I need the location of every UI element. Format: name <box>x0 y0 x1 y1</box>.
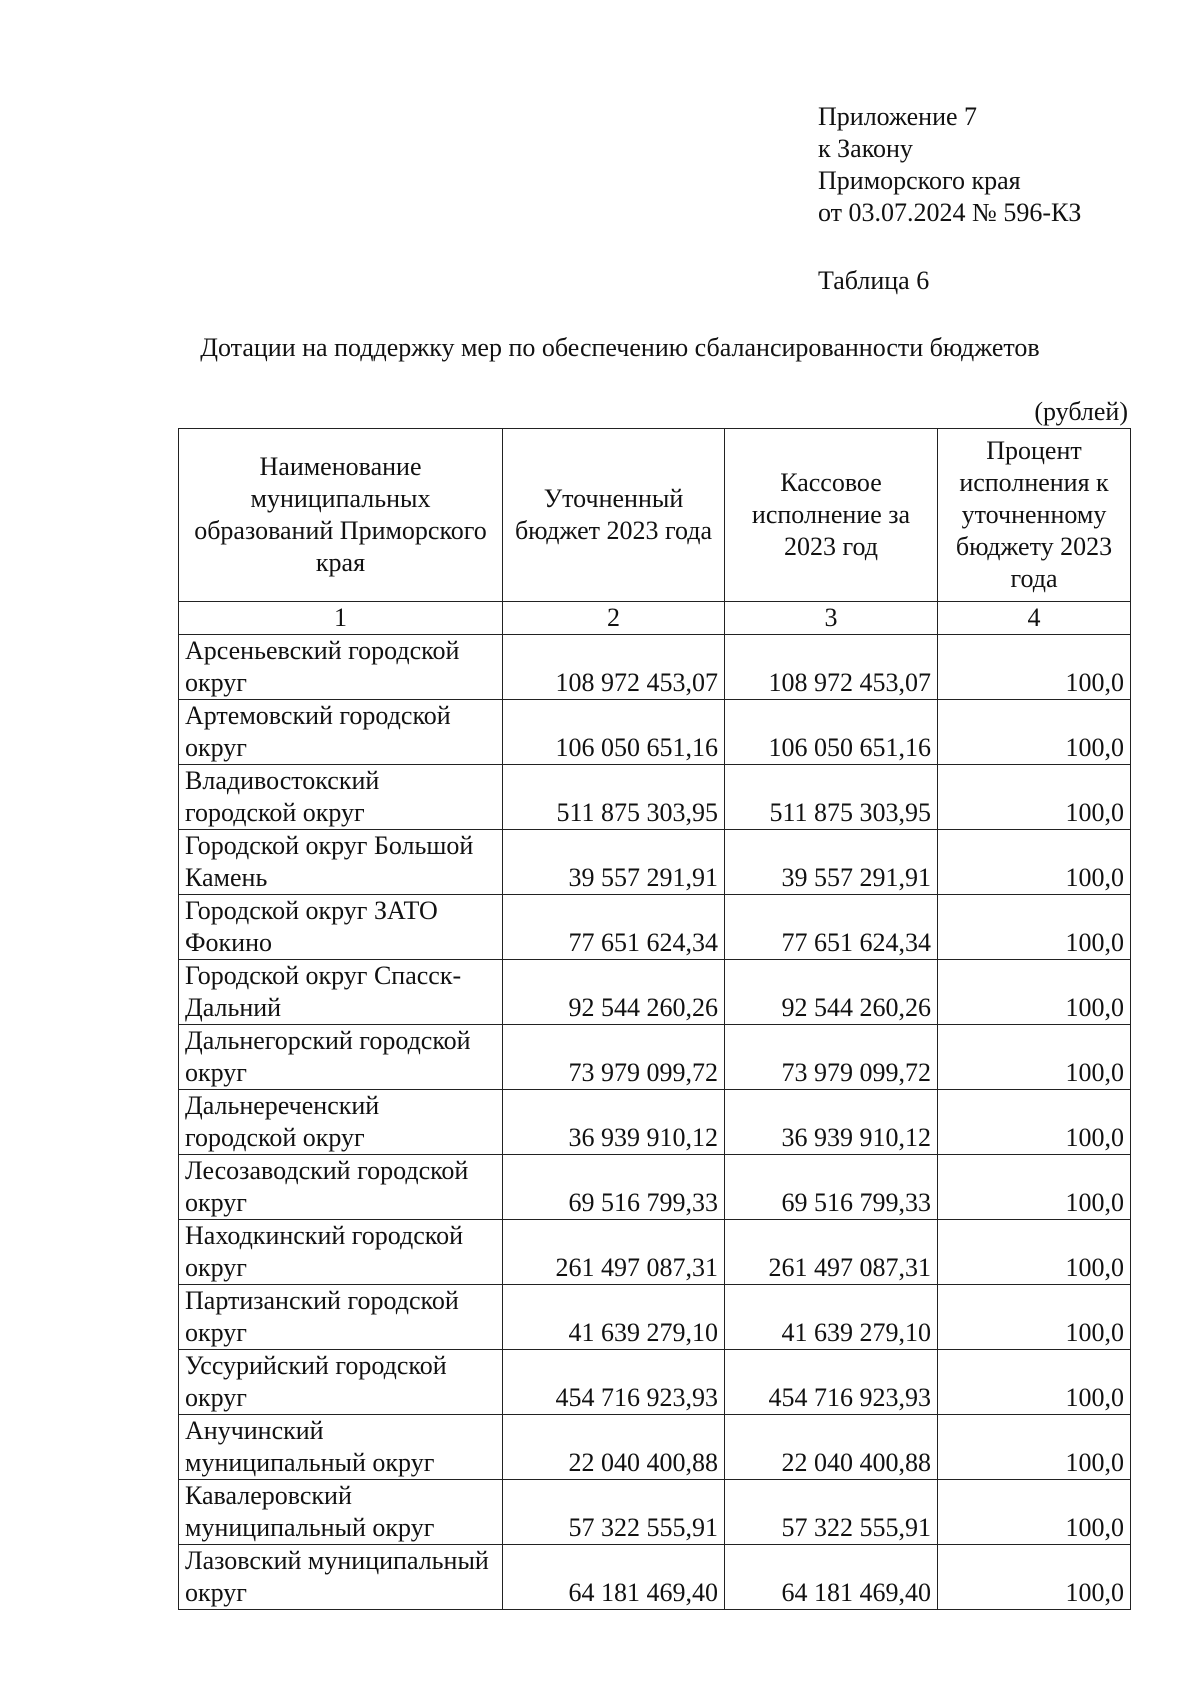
table-row <box>179 1285 1131 1350</box>
percent-cell: 100,0 <box>938 895 1131 960</box>
municipality-name-cell: Дальнегорский городской округ <box>179 1025 503 1090</box>
table-body <box>179 635 1131 1610</box>
budget-cell: 69 516 799,33 <box>503 1155 725 1220</box>
municipality-name-cell: Партизанский городской округ <box>179 1285 503 1350</box>
execution-cell: 69 516 799,33 <box>725 1155 938 1220</box>
budget-cell: 22 040 400,88 <box>503 1415 725 1480</box>
table-row <box>179 1480 1131 1545</box>
units-label: (рублей) <box>1034 397 1128 426</box>
budget-cell: 106 050 651,16 <box>503 700 725 765</box>
table-row <box>179 635 1131 700</box>
execution-cell: 261 497 087,31 <box>725 1220 938 1285</box>
percent-cell: 100,0 <box>938 765 1131 830</box>
table-header-row <box>179 429 1131 602</box>
execution-cell: 39 557 291,91 <box>725 830 938 895</box>
table-row <box>179 1090 1131 1155</box>
column-header-execution: Кассовое исполнение за 2023 год <box>725 429 938 602</box>
execution-cell: 454 716 923,93 <box>725 1350 938 1415</box>
execution-cell: 64 181 469,40 <box>725 1545 938 1610</box>
execution-cell: 41 639 279,10 <box>725 1285 938 1350</box>
percent-cell: 100,0 <box>938 1155 1131 1220</box>
table-row <box>179 1220 1131 1285</box>
execution-cell: 92 544 260,26 <box>725 960 938 1025</box>
budget-cell: 77 651 624,34 <box>503 895 725 960</box>
municipality-name-cell: Лесозаводский городской округ <box>179 1155 503 1220</box>
appendix-line: от 03.07.2024 № 596-КЗ <box>818 198 1082 227</box>
execution-cell: 73 979 099,72 <box>725 1025 938 1090</box>
percent-cell: 100,0 <box>938 635 1131 700</box>
municipality-name-cell: Кавалеровский муниципальный округ <box>179 1480 503 1545</box>
subsidies-table <box>178 428 1131 1610</box>
table-row <box>179 1350 1131 1415</box>
municipality-name-cell: Анучинский муниципальный округ <box>179 1415 503 1480</box>
municipality-name-cell: Городской округ ЗАТО Фокино <box>179 895 503 960</box>
execution-cell: 36 939 910,12 <box>725 1090 938 1155</box>
percent-cell: 100,0 <box>938 1350 1131 1415</box>
budget-cell: 73 979 099,72 <box>503 1025 725 1090</box>
municipality-name-cell: Артемовский городской округ <box>179 700 503 765</box>
table-row <box>179 830 1131 895</box>
municipality-name-cell: Городской округ Спасск-Дальний <box>179 960 503 1025</box>
column-header-percent: Процент исполнения к уточненному бюджету 2023 года <box>938 429 1131 602</box>
budget-cell: 36 939 910,12 <box>503 1090 725 1155</box>
column-number: 4 <box>938 602 1131 635</box>
budget-cell: 108 972 453,07 <box>503 635 725 700</box>
percent-cell: 100,0 <box>938 830 1131 895</box>
percent-cell: 100,0 <box>938 700 1131 765</box>
municipality-name-cell: Дальнереченский городской округ <box>179 1090 503 1155</box>
percent-cell: 100,0 <box>938 1480 1131 1545</box>
municipality-name-cell: Городской округ Большой Камень <box>179 830 503 895</box>
document-title: Дотации на поддержку мер по обеспечению сбалансированности бюджетов <box>200 333 1040 362</box>
appendix-note <box>818 101 1081 229</box>
execution-cell: 77 651 624,34 <box>725 895 938 960</box>
percent-cell: 100,0 <box>938 1285 1131 1350</box>
municipality-name-cell: Арсеньевский городской округ <box>179 635 503 700</box>
execution-cell: 22 040 400,88 <box>725 1415 938 1480</box>
column-header-budget: Уточненный бюджет 2023 года <box>503 429 725 602</box>
table-row <box>179 1415 1131 1480</box>
table-row <box>179 895 1131 960</box>
execution-cell: 106 050 651,16 <box>725 700 938 765</box>
municipality-name-cell: Находкинский городской округ <box>179 1220 503 1285</box>
column-number: 2 <box>503 602 725 635</box>
appendix-line: Приложение 7 <box>818 102 978 131</box>
percent-cell: 100,0 <box>938 1220 1131 1285</box>
percent-cell: 100,0 <box>938 1090 1131 1155</box>
percent-cell: 100,0 <box>938 1025 1131 1090</box>
municipality-name-cell: Владивостокский городской округ <box>179 765 503 830</box>
municipality-name-cell: Лазовский муниципальный округ <box>179 1545 503 1610</box>
percent-cell: 100,0 <box>938 960 1131 1025</box>
budget-cell: 511 875 303,95 <box>503 765 725 830</box>
column-number: 1 <box>179 602 503 635</box>
table-row <box>179 1545 1131 1610</box>
column-header-name: Наименование муниципальных образований Приморского края <box>179 429 503 602</box>
column-numbers-row <box>179 602 1131 635</box>
budget-cell: 454 716 923,93 <box>503 1350 725 1415</box>
table-row <box>179 1155 1131 1220</box>
execution-cell: 57 322 555,91 <box>725 1480 938 1545</box>
table-row <box>179 1025 1131 1090</box>
budget-cell: 41 639 279,10 <box>503 1285 725 1350</box>
table-number: Таблица 6 <box>818 266 930 295</box>
appendix-line: к Закону <box>818 134 913 163</box>
appendix-line: Приморского края <box>818 166 1021 195</box>
budget-cell: 64 181 469,40 <box>503 1545 725 1610</box>
municipality-name-cell: Уссурийский городской округ <box>179 1350 503 1415</box>
column-number: 3 <box>725 602 938 635</box>
percent-cell: 100,0 <box>938 1415 1131 1480</box>
table-row <box>179 765 1131 830</box>
budget-cell: 261 497 087,31 <box>503 1220 725 1285</box>
execution-cell: 108 972 453,07 <box>725 635 938 700</box>
budget-cell: 39 557 291,91 <box>503 830 725 895</box>
budget-cell: 92 544 260,26 <box>503 960 725 1025</box>
table-row <box>179 700 1131 765</box>
percent-cell: 100,0 <box>938 1545 1131 1610</box>
execution-cell: 511 875 303,95 <box>725 765 938 830</box>
budget-cell: 57 322 555,91 <box>503 1480 725 1545</box>
table-row <box>179 960 1131 1025</box>
